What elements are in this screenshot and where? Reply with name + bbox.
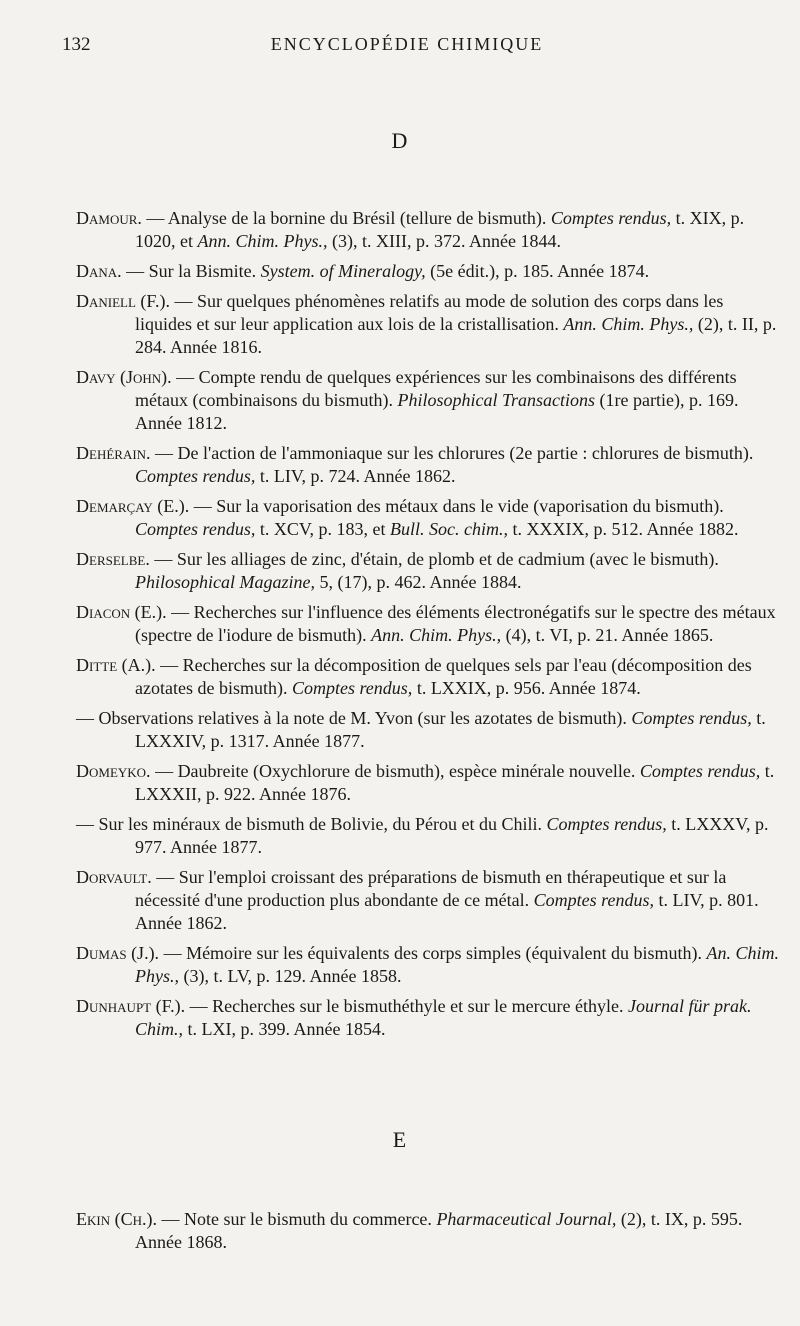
bibliography-entry	[76, 866, 780, 935]
publication-title: Bull. Soc. chim.,	[390, 519, 509, 539]
entry-text: — Analyse de la bornine du Brésil (tellure de bismuth).	[141, 208, 551, 228]
bibliography-entry	[76, 601, 780, 647]
entry-reference: t. XIX, p. 1020, et	[135, 208, 745, 251]
author-name: Dana.	[76, 261, 122, 281]
publication-title: Ann. Chim. Phys.,	[197, 231, 328, 251]
publication-title: Comptes rendus,	[135, 519, 256, 539]
entry-text: — Note sur le bismuth du commerce.	[156, 1209, 437, 1229]
section-d-entries	[76, 207, 780, 1048]
entry-text: — Sur la vaporisation des métaux dans le vide (vaporisation du bismuth).	[189, 496, 724, 516]
section-e-entries	[76, 1208, 780, 1261]
running-title: ENCYCLOPÉDIE CHIMIQUE	[270, 34, 544, 54]
entry-reference: (5e édit.), p. 185. Année 1874.	[425, 261, 650, 281]
entry-text: — Daubreite (Oxychlorure de bismuth), espèce minérale nouvelle.	[150, 761, 640, 781]
entry-text: — Sur l'emploi croissant des préparations de bismuth en thérapeutique et sur la nécessité d'une production plus abondante de ce métal.	[135, 867, 727, 910]
section-letter-e: E	[392, 1127, 408, 1152]
author-name: Demarçay (E.).	[76, 496, 190, 516]
publication-title: Pharmaceutical Journal,	[436, 1209, 617, 1229]
entry-reference: (3), t. XIII, p. 372. Année 1844.	[327, 231, 561, 251]
bibliography-entry	[76, 495, 780, 541]
entry-reference: (2), t. II, p. 284. Année 1816.	[135, 314, 777, 357]
bibliography-entry	[76, 654, 780, 700]
page-header	[62, 34, 752, 58]
publication-title: Journal für prak. Chim.,	[135, 996, 752, 1039]
publication-title: Comptes rendus,	[533, 890, 654, 910]
publication-title: Comptes rendus,	[291, 678, 413, 698]
entry-text: — Sur quelques phénomènes relatifs au mode de solution des corps dans les liquides et sur leur application aux lois de la cristallisation.	[135, 291, 724, 334]
bibliography-entry	[76, 548, 780, 594]
publication-title: Comptes rendus,	[639, 761, 761, 781]
entry-reference: t. LXXXII, p. 922. Année 1876.	[135, 761, 775, 804]
author-name: Ditte (A.).	[76, 655, 156, 675]
entry-text: — Observations relatives à la note de M. Yvon (sur les azotates de bismuth).	[76, 708, 632, 728]
author-name: Dorvault.	[76, 867, 152, 887]
bibliography-entry	[76, 207, 780, 253]
bibliography-entry	[76, 290, 780, 359]
author-name: Derselbe.	[76, 549, 150, 569]
author-name: Damour.	[76, 208, 142, 228]
entry-text: — Recherches sur l'influence des éléments électronégatifs sur le spectre des métaux (spectre de l'iodure de bismuth).	[135, 602, 776, 645]
bibliography-entry	[76, 995, 780, 1041]
entry-text: — Recherches sur le bismuthéthyle et sur le mercure éthyle.	[185, 996, 629, 1016]
entry-text: — Sur les alliages de zinc, d'étain, de plomb et de cadmium (avec le bismuth).	[149, 549, 719, 569]
section-letter-d: D	[391, 128, 409, 153]
publication-title: System. of Mineralogy,	[260, 261, 426, 281]
entry-text: — Sur les minéraux de bismuth de Bolivie, du Pérou et du Chili.	[76, 814, 547, 834]
entry-reference: (3), t. LV, p. 129. Année 1858.	[179, 966, 402, 986]
entry-reference: t. LXXIX, p. 956. Année 1874.	[412, 678, 641, 698]
entry-text: — De l'action de l'ammoniaque sur les chlorures (2e partie : chlorures de bismuth).	[150, 443, 754, 463]
entry-reference: t. LIV, p. 801. Année 1862.	[135, 890, 759, 933]
bibliography-entry	[76, 366, 780, 435]
publication-title: Comptes rendus,	[135, 466, 256, 486]
entry-reference: t. LXXXV, p. 977. Année 1877.	[135, 814, 769, 857]
publication-title: Comptes rendus,	[550, 208, 672, 228]
entry-text: — Compte rendu de quelques expériences sur les combinaisons des différents métaux (combinaisons du bismuth).	[135, 367, 737, 410]
author-name: Diacon (E.).	[76, 602, 167, 622]
entry-text: — Mémoire sur les équivalents des corps simples (équivalent du bismuth).	[159, 943, 707, 963]
author-name: Daniell (F.).	[76, 291, 170, 311]
publication-title: Comptes rendus,	[546, 814, 667, 834]
entry-reference: t. LXI, p. 399. Année 1854.	[183, 1019, 386, 1039]
page-number: 132	[62, 34, 91, 55]
entry-reference: t. LIV, p. 724. Année 1862.	[255, 466, 456, 486]
author-name: Davy (John).	[76, 367, 172, 387]
entry-reference: (4), t. VI, p. 21. Année 1865.	[501, 625, 714, 645]
entry-reference: t. LXXXIV, p. 1317. Année 1877.	[135, 708, 766, 751]
bibliography-entry	[76, 942, 780, 988]
publication-title: Ann. Chim. Phys.,	[371, 625, 502, 645]
entry-reference: (1re partie), p. 169. Année 1812.	[135, 390, 739, 433]
author-name: Ekin (Ch.).	[76, 1209, 157, 1229]
publication-title: Comptes rendus,	[631, 708, 752, 728]
entry-reference: t. XXXIX, p. 512. Année 1882.	[508, 519, 739, 539]
entry-text: — Recherches sur la décomposition de quelques sels par l'eau (décomposition des azotates de bismuth).	[135, 655, 752, 698]
entry-text: — Sur la Bismite.	[121, 261, 261, 281]
author-name: Dehérain.	[76, 443, 151, 463]
author-name: Dunhaupt (F.).	[76, 996, 186, 1016]
author-name: Dumas (J.).	[76, 943, 160, 963]
bibliography-entry	[76, 813, 780, 859]
bibliography-entry	[76, 442, 780, 488]
publication-title: An. Chim. Phys.,	[135, 943, 779, 986]
bibliography-entry	[76, 707, 780, 753]
publication-title: Philosophical Magazine,	[135, 572, 315, 592]
bibliography-entry	[76, 1208, 780, 1254]
entry-reference: (2), t. IX, p. 595. Année 1868.	[135, 1209, 743, 1252]
publication-title: Ann. Chim. Phys.,	[563, 314, 694, 334]
entry-reference: t. XCV, p. 183, et	[255, 519, 391, 539]
bibliography-entry	[76, 260, 780, 283]
bibliography-entry	[76, 760, 780, 806]
publication-title: Philosophical Transactions	[397, 390, 595, 410]
entry-reference: 5, (17), p. 462. Année 1884.	[314, 572, 522, 592]
author-name: Domeyko.	[76, 761, 151, 781]
